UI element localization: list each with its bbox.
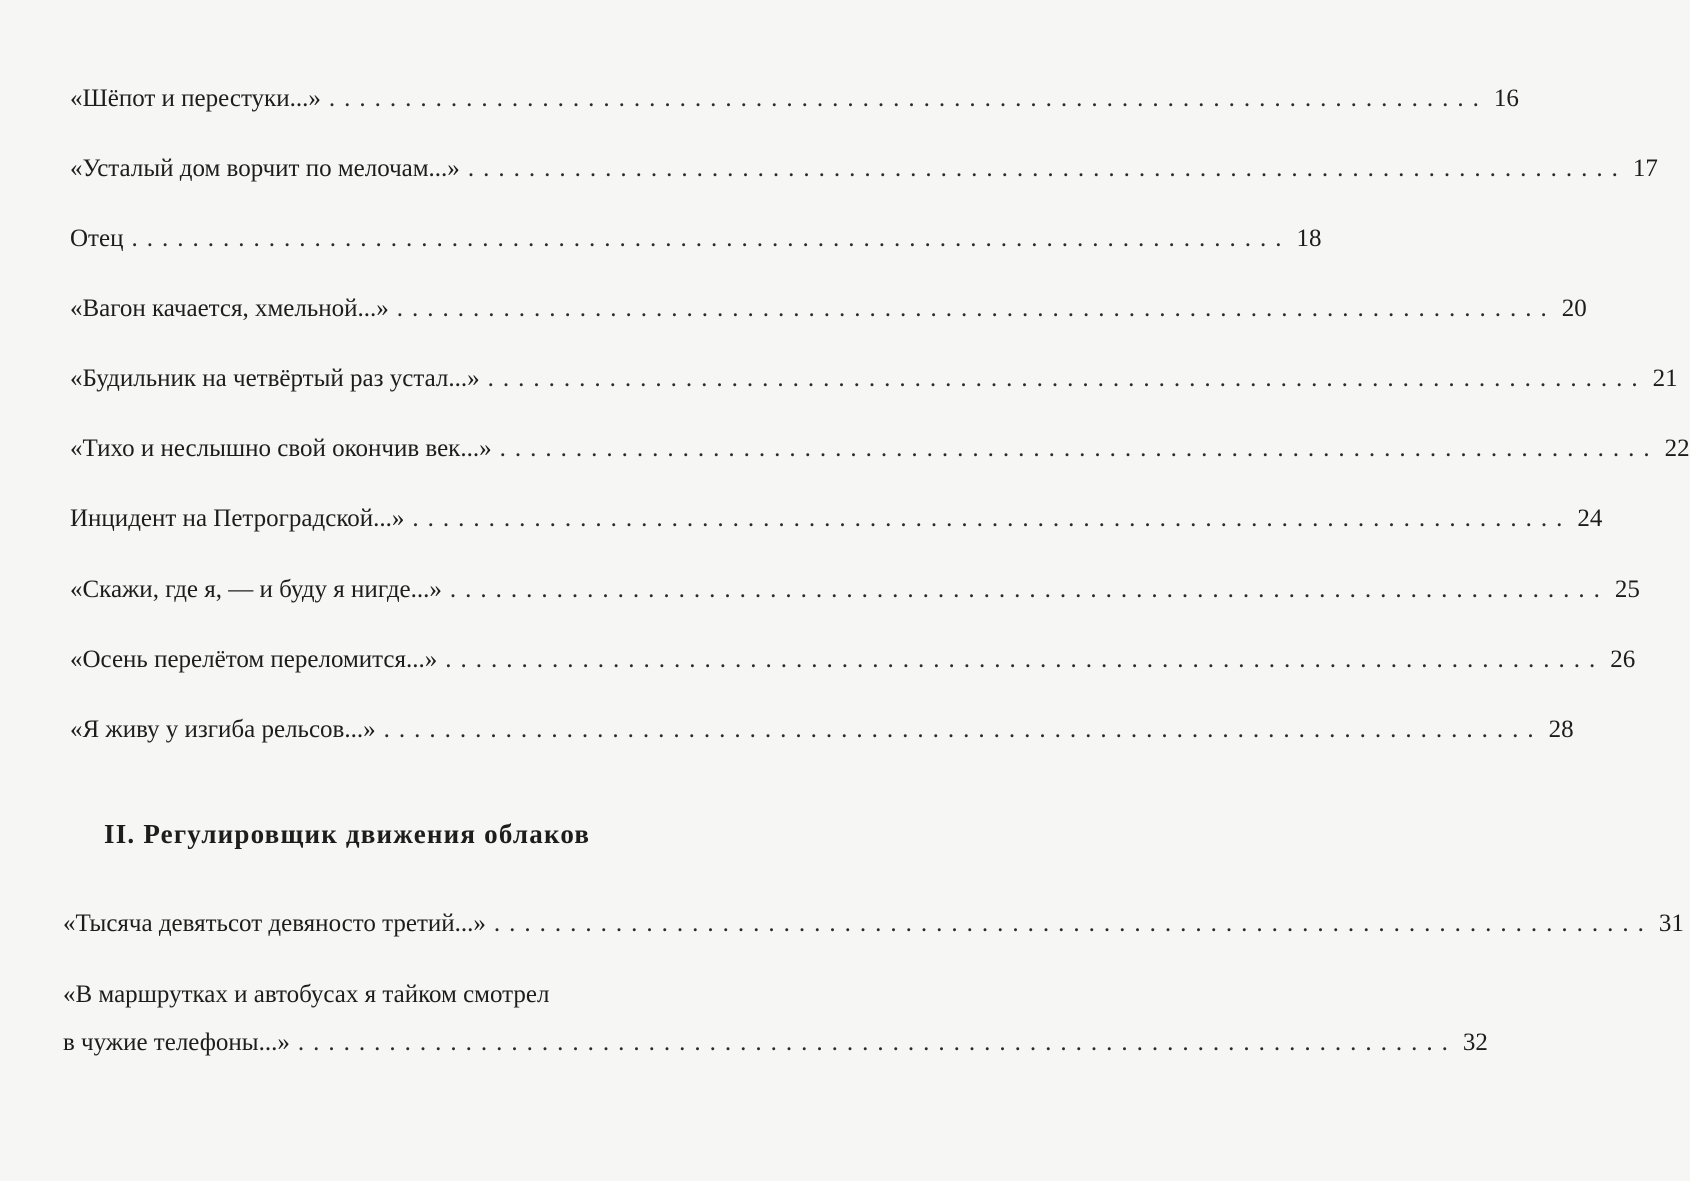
dot-leader: ............................................................................ — [445, 646, 1605, 673]
toc-entry-title: «Я живу у изгиба рельсов...» — [70, 716, 376, 743]
toc-entry-page: 22 — [1664, 435, 1690, 462]
dot-leader: ............................................................................ — [396, 295, 1556, 322]
toc-entry — [70, 294, 1587, 324]
dot-leader: ............................................................................ — [297, 1029, 1457, 1056]
toc-entry-title-line1: «В маршрутках и автобусах я тайком смотрел — [63, 981, 550, 1008]
dot-leader: ............................................................................ — [467, 155, 1627, 182]
toc-entry-page: 21 — [1652, 365, 1678, 392]
toc-entry-title: «Тихо и неслышно свой окончив век...» — [70, 435, 492, 462]
dot-leader: ............................................................................ — [449, 576, 1609, 603]
toc-entry-title: Инцидент на Петроградской...» — [70, 505, 405, 532]
toc-entry-page: 17 — [1632, 155, 1658, 182]
toc-entry-page: 32 — [1462, 1029, 1488, 1056]
toc-entry-title: «Скажи, где я, — и буду я нигде...» — [70, 576, 442, 603]
dot-leader: ............................................................................ — [412, 505, 1572, 532]
toc-entry-page: 16 — [1493, 85, 1519, 112]
toc-entry-title: «Осень перелётом переломится...» — [70, 646, 438, 673]
toc-entry-page: 31 — [1658, 910, 1684, 937]
toc-entry — [70, 504, 1603, 534]
toc-entry — [63, 1028, 1488, 1058]
toc-entry-page: 26 — [1610, 646, 1636, 673]
section-heading: II. Регулировщик движения облаков — [104, 819, 591, 849]
toc-entry — [70, 715, 1574, 745]
toc-entry-page: 20 — [1561, 295, 1587, 322]
toc-entry — [70, 645, 1636, 675]
dot-leader: ............................................................................ — [328, 85, 1488, 112]
toc-entry-page: 28 — [1548, 716, 1574, 743]
toc-entry — [70, 224, 1322, 254]
dot-leader: ............................................................................ — [487, 365, 1647, 392]
toc-entry-title: «Тысяча девятьсот девяносто третий...» — [63, 910, 486, 937]
toc-entry-title: «Будильник на четвёртый раз устал...» — [70, 365, 480, 392]
toc-entry-page: 24 — [1577, 505, 1603, 532]
toc-entry — [70, 364, 1678, 394]
dot-leader: ............................................................................ — [131, 225, 1291, 252]
toc-entry-title-line2: в чужие телефоны...» — [63, 1029, 290, 1056]
dot-leader: ............................................................................ — [499, 435, 1659, 462]
toc-entry-page: 25 — [1614, 576, 1640, 603]
toc-entry — [63, 909, 1684, 939]
toc-entry — [70, 575, 1640, 605]
dot-leader: ............................................................................ — [493, 910, 1653, 937]
toc-entry-title: Отец — [70, 225, 124, 252]
toc-entry-title: «Вагон качается, хмельной...» — [70, 295, 389, 322]
toc-entry — [70, 84, 1519, 114]
toc-entry-title: «Шёпот и перестуки...» — [70, 85, 321, 112]
toc-entry — [70, 434, 1690, 464]
toc-entry — [70, 154, 1658, 184]
toc-entry-title: «Усталый дом ворчит по мелочам...» — [70, 155, 460, 182]
toc-entry-page: 18 — [1296, 225, 1322, 252]
dot-leader: ............................................................................ — [383, 716, 1543, 743]
